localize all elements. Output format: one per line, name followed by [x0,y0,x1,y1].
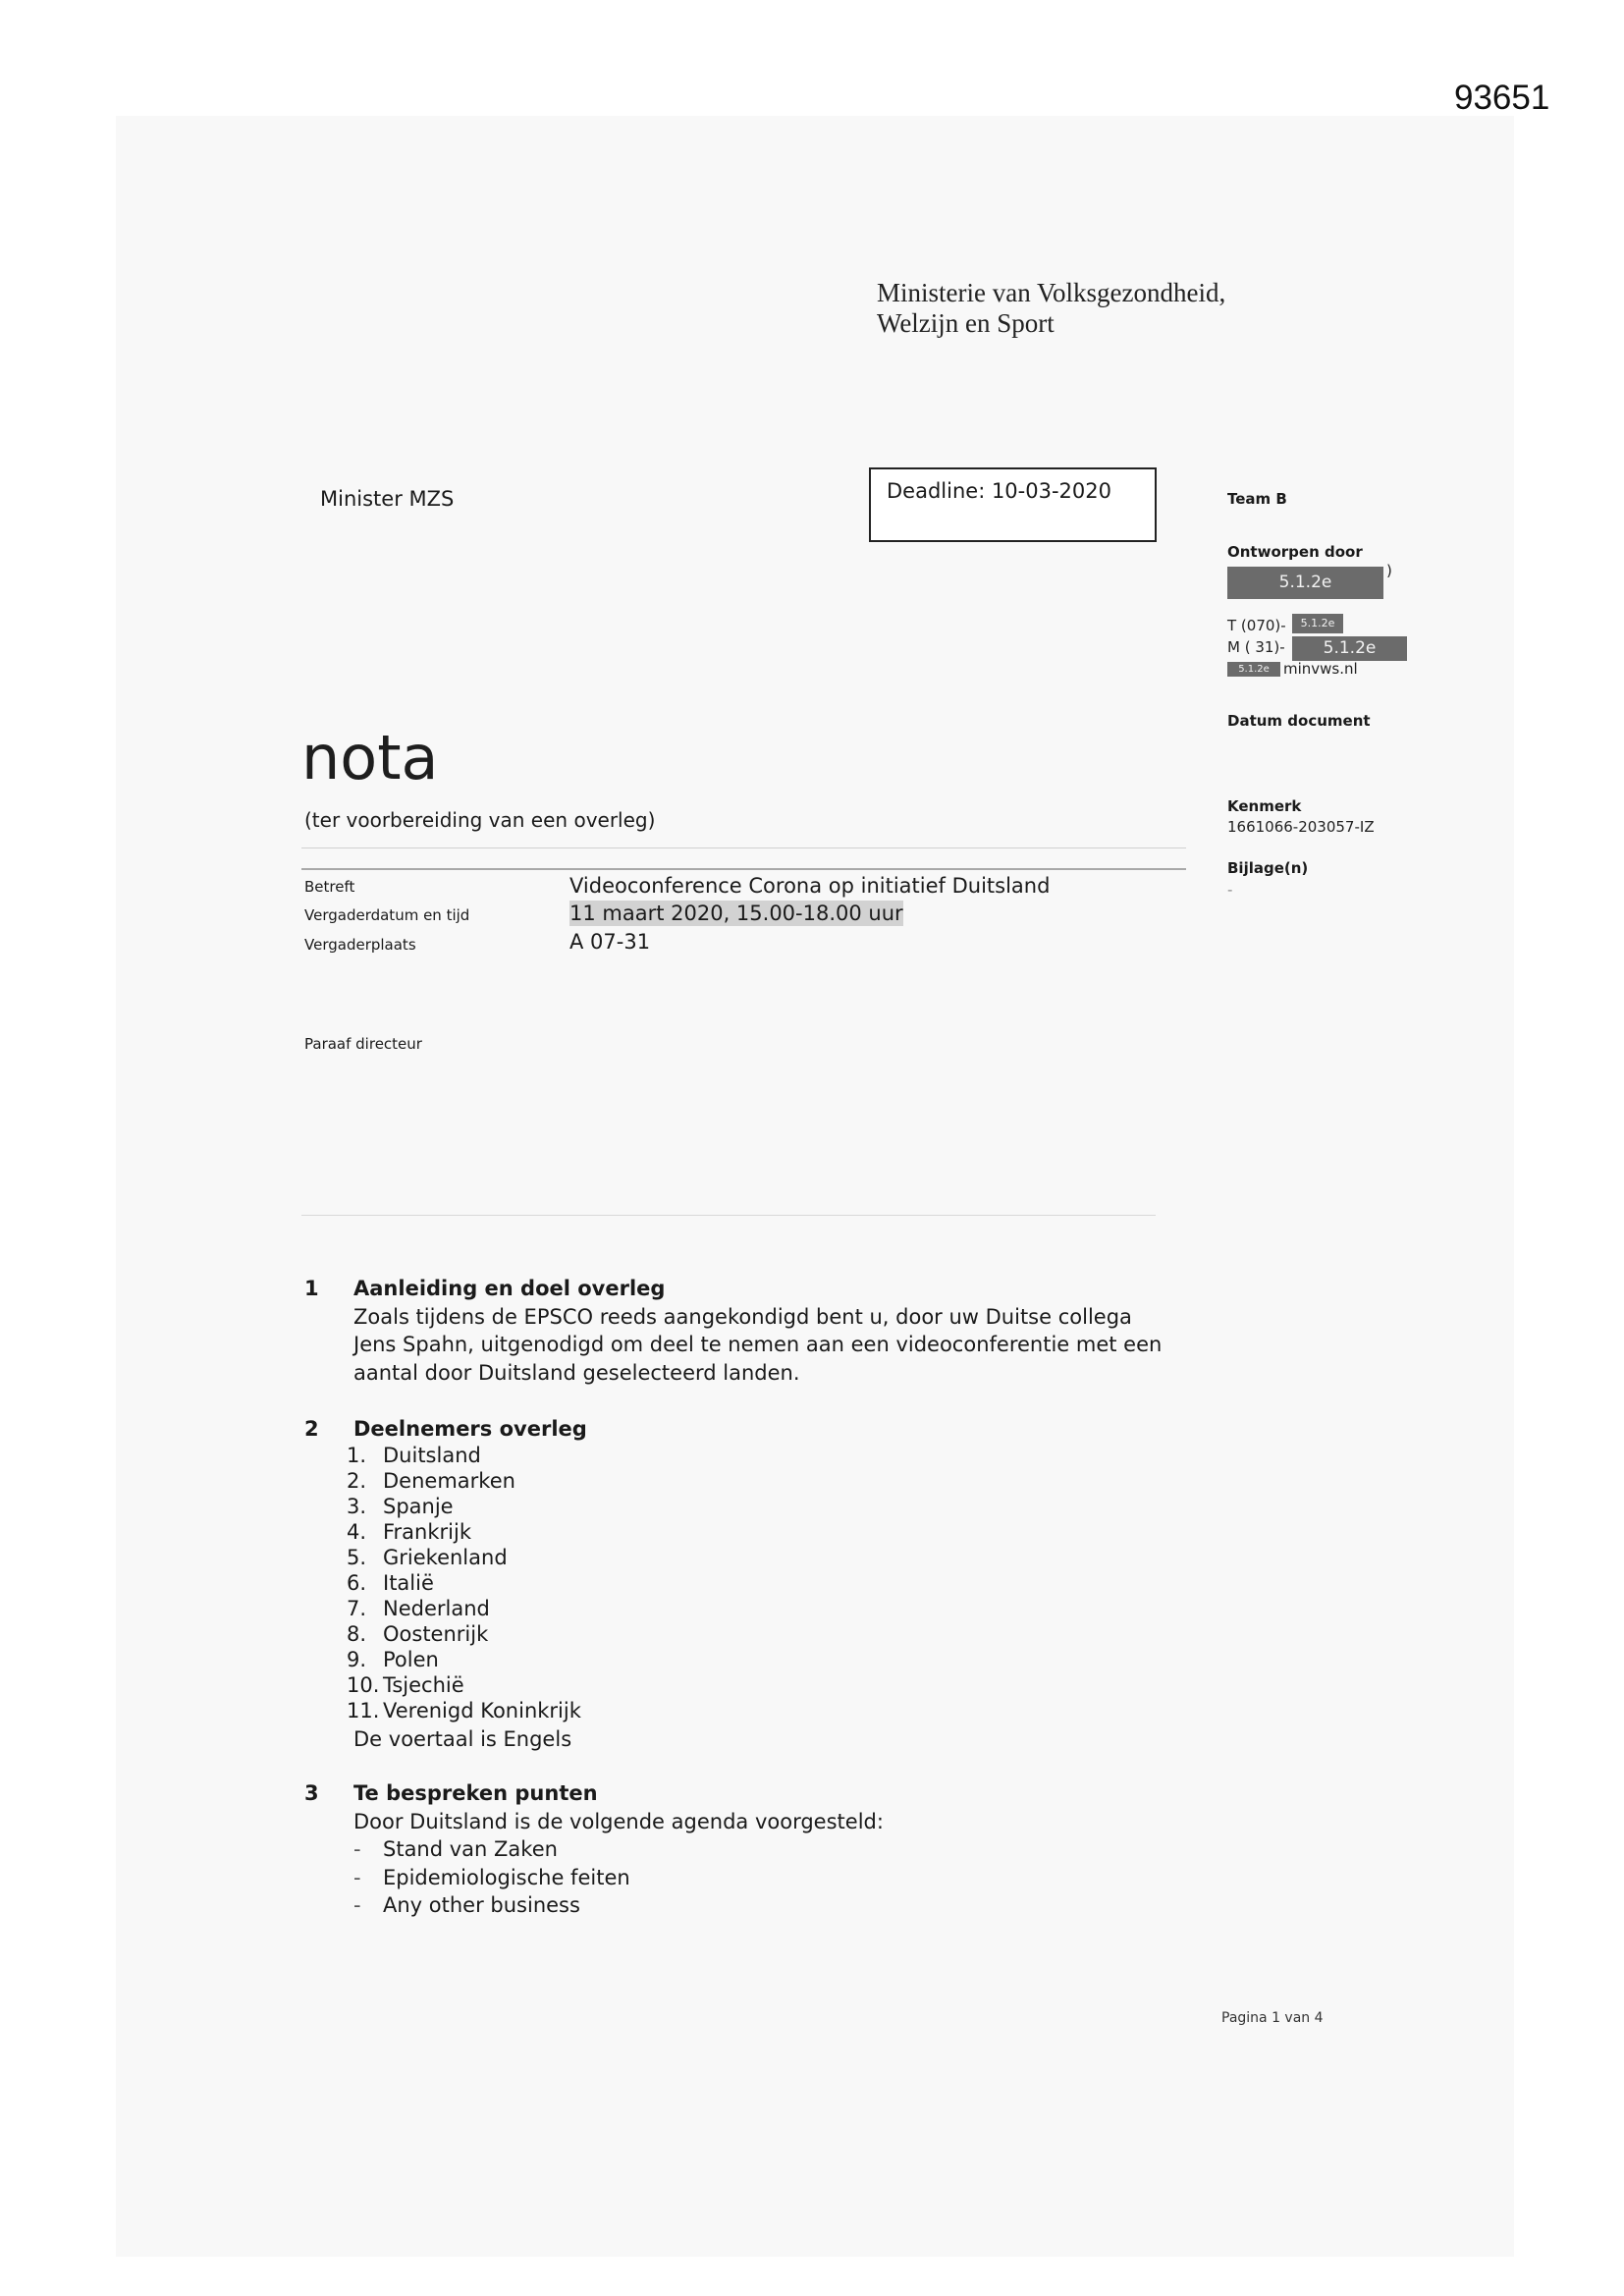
list-number: 6. [347,1571,367,1595]
reference-value: 1661066-203057-IZ [1227,818,1375,836]
divider-header [301,868,1186,870]
language-note: De voertaal is Engels [353,1727,572,1751]
ministry-letterhead [877,278,1225,339]
agenda-item [353,1835,884,1864]
meta-label-location: Vergaderplaats [304,936,416,954]
participant-name: Denemarken [383,1469,515,1493]
recipient: Minister MZS [320,487,455,511]
dash-bullet: - [353,1865,361,1889]
list-number: 8. [347,1622,367,1646]
section-title: Deelnemers overleg [353,1417,587,1441]
ministry-name-line2: Welzijn en Sport [877,308,1055,338]
page-number: Pagina 1 van 4 [1221,2010,1324,2026]
phone-prefix: T (070)- [1227,617,1286,634]
participant-name: Spanje [383,1495,454,1518]
agenda-item [353,1891,884,1920]
list-number: 3. [347,1495,367,1518]
paragraph-line: Zoals tijdens de EPSCO reeds aangekondigd bent u, door uw Duitse collega [353,1304,1132,1329]
email-domain: minvws.nl [1283,660,1358,678]
redaction-email: 5.1.2e [1227,662,1280,677]
list-number: 5. [347,1546,367,1569]
agenda-intro: Door Duitsland is de volgende agenda voorgesteld: [353,1809,884,1833]
section-number-2: 2 [304,1417,319,1441]
participant-name: Verenigd Koninkrijk [383,1699,581,1722]
meta-value-location: A 07-31 [569,930,651,954]
list-item [347,1443,581,1468]
list-number: 11. [347,1699,380,1722]
list-item [347,1647,581,1672]
section-2-heading [353,1415,587,1444]
document-type-title: nota [301,722,439,793]
list-item [347,1545,581,1570]
reference-label: Kenmerk [1227,797,1302,815]
list-number: 7. [347,1597,367,1620]
date-document-label: Datum document [1227,712,1371,730]
section-title: Te bespreken punten [353,1781,598,1805]
meta-label-subject: Betreft [304,878,355,896]
agenda-item [353,1864,884,1892]
section-number-1: 1 [304,1277,319,1300]
list-number: 4. [347,1520,367,1544]
dash-bullet: - [353,1893,361,1917]
list-number: 9. [347,1648,367,1671]
document-number-stamp: 93651 [1454,79,1550,117]
attachments-label: Bijlage(n) [1227,859,1309,877]
team-label: Team B [1227,490,1287,508]
mobile-prefix: M ( 31)- [1227,638,1285,656]
agenda-item-text: Any other business [383,1893,580,1917]
section-3 [353,1779,884,1920]
list-item [347,1494,581,1519]
document-subtitle: (ter voorbereiding van een overleg) [304,808,656,832]
director-initials-label: Paraaf directeur [304,1035,422,1053]
list-item [347,1698,581,1723]
section-title: Aanleiding en doel overleg [353,1277,666,1300]
paragraph-line: Jens Spahn, uitgenodigd om deel te nemen aan een videoconferentie met een [353,1333,1163,1356]
list-item [347,1468,581,1494]
participant-name: Polen [383,1648,439,1671]
section-1 [353,1275,1162,1387]
agenda-item-text: Stand van Zaken [383,1837,558,1861]
redaction-drafter-name: 5.1.2e [1227,567,1383,599]
meta-value-datetime [569,902,903,925]
participant-name: Griekenland [383,1546,508,1569]
participant-name: Oostenrijk [383,1622,489,1646]
list-number: 1. [347,1444,367,1467]
agenda-item-text: Epidemiologische feiten [383,1865,630,1889]
participant-name: Frankrijk [383,1520,471,1544]
list-item [347,1570,581,1596]
scanned-page-area [116,116,1514,2257]
attachments-value: - [1227,881,1233,899]
ministry-name-line1: Ministerie van Volksgezondheid, [877,278,1226,307]
section-number-3: 3 [304,1781,319,1805]
deadline-text: Deadline: 10-03-2020 [887,479,1111,503]
drafted-by-suffix: ) [1386,562,1392,579]
list-item [347,1672,581,1698]
divider-body [301,1215,1156,1216]
list-number: 2. [347,1469,367,1493]
participant-name: Duitsland [383,1444,481,1467]
drafted-by-label: Ontworpen door [1227,543,1363,561]
participants-list [347,1443,581,1723]
redaction-mobile: 5.1.2e [1292,636,1407,661]
highlighted-datetime: 11 maart 2020, 15.00-18.00 uur [569,902,903,925]
meta-value-subject: Videoconference Corona op initiatief Duitsland [569,874,1051,898]
list-item [347,1519,581,1545]
redaction-phone: 5.1.2e [1292,614,1343,633]
dash-bullet: - [353,1837,361,1861]
deadline-box [869,467,1157,542]
paragraph-line: aantal door Duitsland geselecteerd landen. [353,1360,800,1385]
participant-name: Italië [383,1571,434,1595]
participant-name: Nederland [383,1597,490,1620]
list-number: 10. [347,1673,380,1697]
meta-label-datetime: Vergaderdatum en tijd [304,906,470,924]
list-item [347,1621,581,1647]
divider-light [301,847,1186,848]
list-item [347,1596,581,1621]
participant-name: Tsjechië [383,1673,464,1697]
